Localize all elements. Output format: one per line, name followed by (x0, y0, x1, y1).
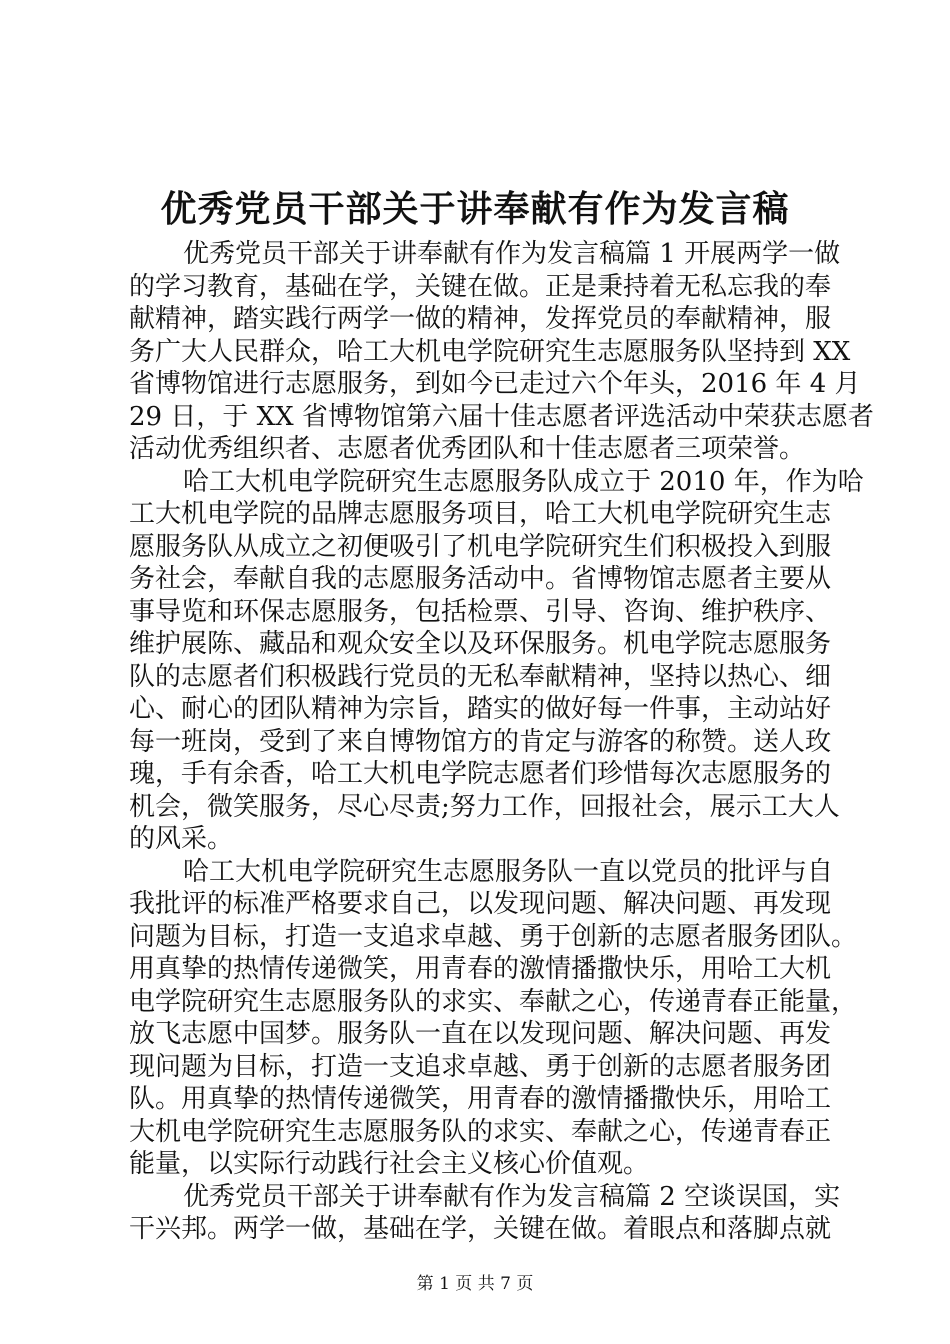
paragraph-line: 现问题为目标，打造一支追求卓越、勇于创新的志愿者服务团 (129, 1051, 832, 1082)
paragraph-line: 愿服务队从成立之初便吸引了机电学院研究生们积极投入到服 (129, 531, 832, 562)
paragraph-line: 哈工大机电学院研究生志愿服务队一直以党员的批评与自 (183, 856, 834, 887)
paragraph-line: 能量，以实际行动践行社会主义核心价值观。 (129, 1149, 650, 1179)
document-body (129, 238, 874, 1246)
paragraph-line: 工大机电学院的品牌志愿服务项目，哈工大机电学院研究生志 (129, 499, 832, 529)
paragraph (129, 238, 874, 466)
paragraph-line: 的风采。 (129, 824, 234, 854)
paragraph-line: 每一班岗，受到了来自博物馆方的肯定与游客的称赞。送人玫 (129, 726, 832, 757)
paragraph-line: 优秀党员干部关于讲奉献有作为发言稿篇 2 空谈误国，实 (183, 1181, 841, 1212)
paragraph-line: 优秀党员干部关于讲奉献有作为发言稿篇 1 开展两学一做 (183, 239, 841, 269)
paragraph-line: 哈工大机电学院研究生志愿服务队成立于 2010 年，作为哈 (183, 466, 864, 497)
paragraph-line: 瑰，手有余香，哈工大机电学院志愿者们珍惜每次志愿服务的 (129, 759, 832, 789)
paragraph (129, 856, 858, 1181)
paragraph-line: 维护展陈、藏品和观众安全以及环保服务。机电学院志愿服务 (129, 629, 832, 659)
document-title: 优秀党员干部关于讲奉献有作为发言稿 (160, 188, 790, 230)
paragraph-line: 省博物馆进行志愿服务，到如今已走过六个年头，2016 年 4 月 (129, 369, 861, 399)
paragraph-line: 心、耐心的团队精神为宗旨，踏实的做好每一件事，主动站好 (129, 694, 832, 724)
paragraph-line: 问题为目标，打造一支追求卓越、勇于创新的志愿者服务团队。 (129, 921, 858, 952)
paragraph-line: 干兴邦。两学一做，基础在学，关键在做。着眼点和落脚点就 (129, 1214, 832, 1244)
paragraph-line: 队。用真挚的热情传递微笑，用青春的激情播撒快乐，用哈工 (129, 1084, 832, 1114)
paragraph (129, 466, 864, 856)
paragraph-line: 献精神，踏实践行两学一做的精神，发挥党员的奉献精神，服 (129, 304, 832, 334)
paragraph-line: 我批评的标准严格要求自己，以发现问题、解决问题、再发现 (129, 889, 832, 919)
paragraph-line: 放飞志愿中国梦。服务队一直在以发现问题、解决问题、再发 (129, 1019, 832, 1049)
paragraph (129, 1181, 841, 1246)
paragraph-line: 29 日，于 XX 省博物馆第六届十佳志愿者评选活动中荣获志愿者 (129, 401, 874, 432)
paragraph-line: 用真挚的热情传递微笑，用青春的激情播撒快乐，用哈工大机 (129, 954, 832, 984)
paragraph-line: 务社会，奉献自我的志愿服务活动中。省博物馆志愿者主要从 (129, 564, 832, 594)
paragraph-line: 活动优秀组织者、志愿者优秀团队和十佳志愿者三项荣誉。 (129, 434, 806, 464)
paragraph-line: 机会，微笑服务，尽心尽责;努力工作，回报社会，展示工大人 (129, 791, 840, 822)
paragraph-line: 的学习教育，基础在学，关键在做。正是秉持着无私忘我的奉 (129, 271, 832, 302)
paragraph-line: 电学院研究生志愿服务队的求实、奉献之心，传递青春正能量， (129, 986, 858, 1017)
page-footer: 第 1 页 共 7 页 (416, 1274, 534, 1294)
paragraph-line: 队的志愿者们积极践行党员的无私奉献精神，坚持以热心、细 (129, 661, 832, 692)
paragraph-line: 事导览和环保志愿服务，包括检票、引导、咨询、维护秩序、 (129, 596, 832, 627)
paragraph-line: 务广大人民群众，哈工大机电学院研究生志愿服务队坚持到 XX (129, 336, 851, 367)
paragraph-line: 大机电学院研究生志愿服务队的求实、奉献之心，传递青春正 (129, 1116, 832, 1147)
